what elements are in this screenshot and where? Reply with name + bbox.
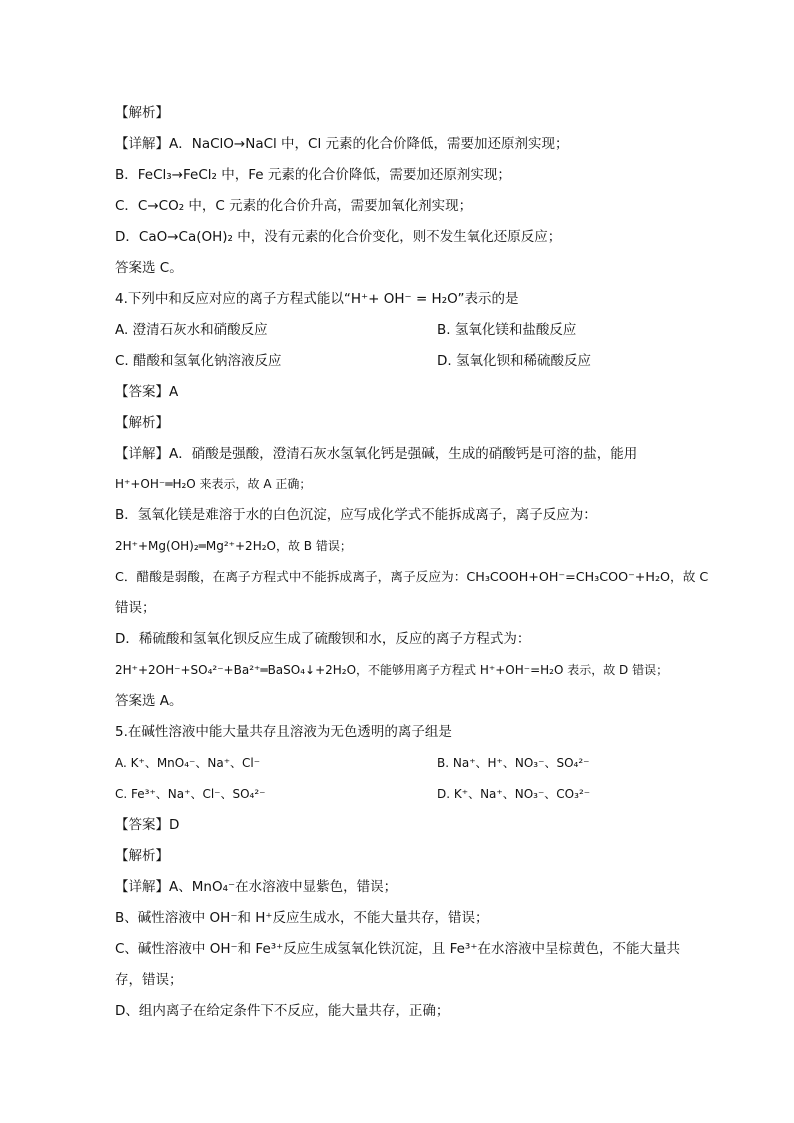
q4-explanation-a-line1: 【详解】A．硝酸是强酸，澄清石灰水氢氧化钙是强碱，生成的硝酸钙是可溶的盐，能用 [115,446,638,462]
q5-answer: 【答案】D [115,817,180,833]
q4-option-c: C. 醋酸和氢氧化钠溶液反应 [115,353,282,369]
q5-explanation-b: B、碱性溶液中 OH⁻和 H⁺反应生成水，不能大量共存，错误； [115,910,489,926]
q5-explanation-d: D、组内离子在给定条件下不反应，能大量共存，正确； [115,1003,450,1019]
q4-explanation-c-line2: 错误； [115,600,156,616]
q5-explanation-c-line2: 存，错误； [115,972,183,988]
q3-answer-choice: 答案选 C。 [115,260,183,276]
q5-explanation-c-line1: C、碱性溶液中 OH⁻和 Fe³⁺反应生成氢氧化铁沉淀，且 Fe³⁺在水溶液中呈棕黄色，不能大量共 [115,941,680,957]
q3-explanation-b: B．FeCl₃→FeCl₂ 中，Fe 元素的化合价降低，需要加还原剂实现； [115,167,511,183]
q5-analysis-heading: 【解析】 [115,848,169,864]
q4-explanation-a-line2: H⁺+OH⁻═H₂O 来表示，故 A 正确； [115,477,312,491]
q4-answer-choice: 答案选 A。 [115,693,183,709]
q4-explanation-d-line1: D．稀硫酸和氢氧化钡反应生成了硫酸钡和水，反应的离子方程式为： [115,631,531,647]
q5-option-b: B. Na⁺、H⁺、NO₃⁻、SO₄²⁻ [437,756,590,770]
q3-explanation-a: 【详解】A．NaClO→NaCl 中，Cl 元素的化合价降低，需要加还原剂实现； [115,136,569,152]
q5-option-d: D. K⁺、Na⁺、NO₃⁻、CO₃²⁻ [437,787,591,801]
q4-option-a: A. 澄清石灰水和硝酸反应 [115,322,268,338]
q4-explanation-d-line2: 2H⁺+2OH⁻+SO₄²⁻+Ba²⁺═BaSO₄↓+2H₂O，不能够用离子方程式 H⁺+OH⁻=H₂O 表示，故 D 错误； [115,663,669,677]
q4-stem: 4.下列中和反应对应的离子方程式能以“H⁺+ OH⁻ = H₂O”表示的是 [115,291,519,307]
q4-option-d: D. 氢氧化钡和稀硫酸反应 [437,353,591,369]
q4-analysis-heading: 【解析】 [115,415,169,431]
q3-explanation-d: D．CaO→Ca(OH)₂ 中，没有元素的化合价变化，则不发生氧化还原反应； [115,229,562,245]
analysis-heading: 【解析】 [115,105,169,121]
q4-explanation-c-line1: C．醋酸是弱酸，在离子方程式中不能拆成离子，离子反应为：CH₃COOH+OH⁻=CH₃COO⁻+H₂O，故 C [115,569,709,584]
q3-explanation-c: C．C→CO₂ 中，C 元素的化合价升高，需要加氧化剂实现； [115,198,473,214]
q5-stem: 5.在碱性溶液中能大量共存且溶液为无色透明的离子组是 [115,724,452,740]
q5-explanation-a: 【详解】A、MnO₄⁻在水溶液中显紫色，错误； [115,879,398,895]
q5-option-c: C. Fe³⁺、Na⁺、Cl⁻、SO₄²⁻ [115,787,266,801]
q4-answer: 【答案】A [115,384,179,400]
q5-option-a: A. K⁺、MnO₄⁻、Na⁺、Cl⁻ [115,756,261,770]
q4-option-b: B. 氢氧化镁和盐酸反应 [437,322,577,338]
q4-explanation-b-line1: B．氢氧化镁是难溶于水的白色沉淀，应写成化学式不能拆成离子，离子反应为： [115,507,597,523]
q4-explanation-b-line2: 2H⁺+Mg(OH)₂═Mg²⁺+2H₂O，故 B 错误； [115,539,352,553]
